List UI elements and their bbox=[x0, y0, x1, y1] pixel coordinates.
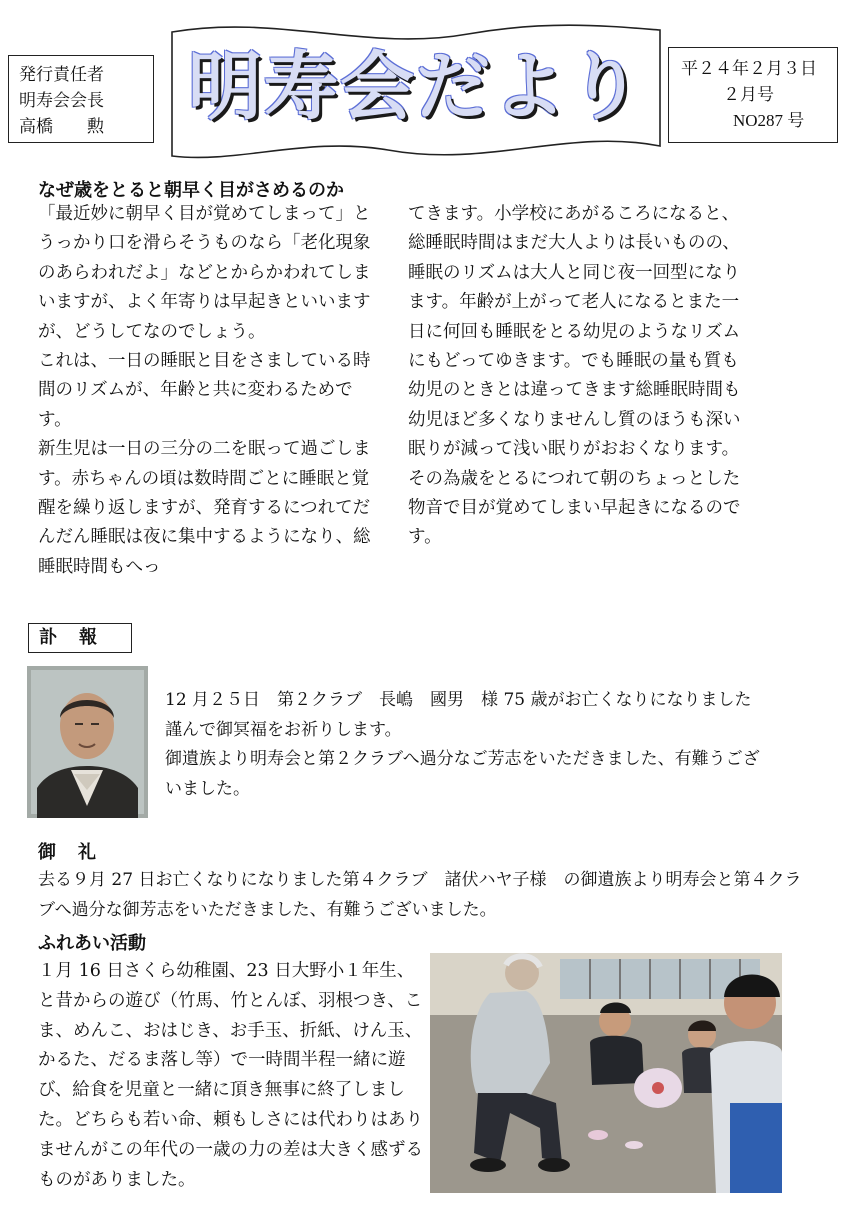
issue-number: NO287 号 bbox=[733, 111, 805, 130]
activity-paragraph: １月 16 日さくら幼稚園、23 日大野小１年生、と昔からの遊び（竹馬、竹とんぼ、羽根つき、こま、めんこ、おはじき、お手玉、折紙、けん玉、かるた、だるま落し等）で一時間半程一緒に遊び、給食を児童と一緒に頂き無事に終了しました。どちらも若い命、頼もしさには代わりはありませんがこの年代の一歳の力の差は大きく感ずるものがありました。 bbox=[38, 961, 423, 1190]
publisher-line: 発行責任者 bbox=[19, 65, 104, 85]
issue-date: 平２４年２月３日 bbox=[681, 59, 817, 79]
article-paragraph: 「最近妙に朝早く目が覚めてしまって」とうっかり口を滑らそうものなら「老化現象のあらわれだよ」などとからかわれてしまいますが、よく年寄りは早起きといいますが、どうしてなのでしょう。 bbox=[38, 204, 371, 342]
activity-photo bbox=[430, 953, 782, 1193]
obituary-text bbox=[165, 686, 765, 804]
thanks-heading: 御 礼 bbox=[38, 842, 98, 863]
thanks-paragraph: 去る９月 27 日お亡くなりになりました第４クラブ 諸伏ハヤ子様 の御遺族より明寿会と第４クラブへ過分な御芳志をいただきました、有難うございました。 bbox=[38, 870, 802, 920]
article-column-right bbox=[408, 200, 753, 553]
article-column-left bbox=[38, 200, 378, 582]
publisher-line: 高橋 勲 bbox=[19, 117, 104, 137]
issue-box bbox=[668, 47, 838, 143]
portrait-photo bbox=[27, 666, 148, 818]
issue-month: ２月号 bbox=[723, 85, 774, 105]
article-paragraph: 新生児は一日の三分の二を眠って過ごします。赤ちゃんの頃は数時間ごとに睡眠と覚醒を繰り返しますが、発育するにつれてだんだん睡眠は夜に集中するようになり、総睡眠時間もへっ bbox=[38, 439, 371, 577]
activity-text bbox=[38, 957, 423, 1195]
obituary-paragraph: 12 月２５日 第２クラブ 長嶋 國男 様 75 歳がお亡くなりになりました謹んで御冥福をお祈りします。 bbox=[165, 690, 752, 740]
thanks-text bbox=[38, 866, 808, 925]
article-paragraph: これは、一日の睡眠と目をさましている時間のリズムが、年齢と共に変わるためです。 bbox=[38, 351, 371, 430]
article-heading: なぜ歳をとると朝早く目がさめるのか bbox=[38, 180, 344, 201]
newsletter-title: 明寿会だより bbox=[188, 44, 644, 130]
obituary-label: 訃 報 bbox=[28, 623, 132, 653]
obituary-paragraph: 御遺族より明寿会と第２クラブへ過分なご芳志をいただきました、有難うございました。 bbox=[165, 749, 760, 799]
publisher-line: 明寿会会長 bbox=[19, 91, 104, 111]
activity-heading: ふれあい活動 bbox=[38, 933, 146, 954]
article-paragraph: てきます。小学校にあがるころになると、総睡眠時間はまだ大人よりは長いものの、睡眠のリズムは大人と同じ夜一回型になります。年齢が上がって老人になるとまた一日に何回も睡眠をとる幼児のようなリズムにもどってゆきます。でも睡眠の量も質も幼児のときとは違ってきます総睡眠時間も幼児ほど多くなりませんし質のほうも深い眠りが減って浅い眠りがおおくなります。その為歳をとるにつれて朝のちょっとした物音で目が覚めてしまい早起きになるのです。 bbox=[408, 204, 741, 548]
publisher-box bbox=[8, 55, 154, 143]
